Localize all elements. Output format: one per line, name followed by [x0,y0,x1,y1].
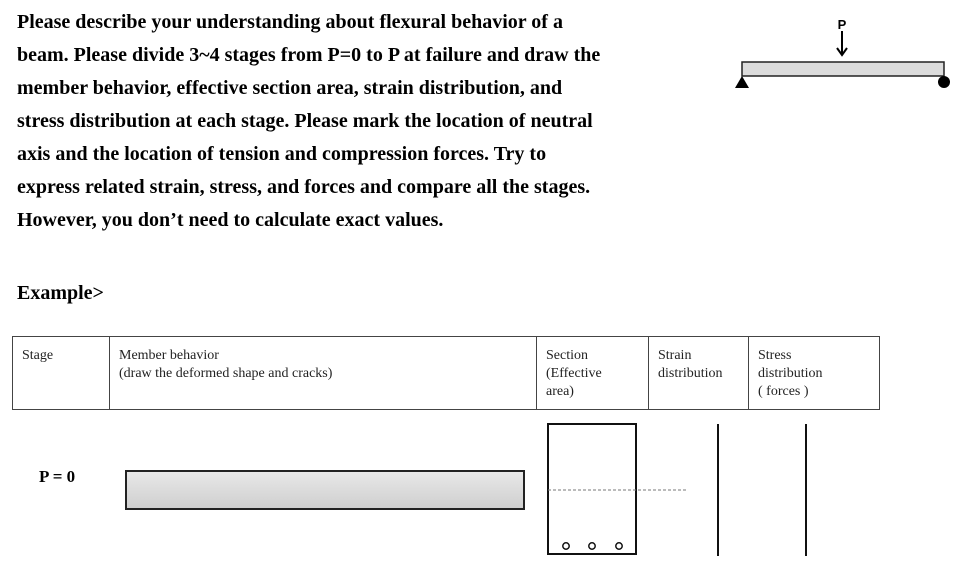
diagram-beam [742,62,944,76]
example-label: Example> [17,282,104,304]
header-text: (Effective [546,366,602,381]
header-text: (draw the deformed shape and cracks) [119,366,333,381]
member-beam [125,470,525,510]
header-text: Section [546,348,588,363]
question-line: member behavior, effective section area, strain distribution, and [17,77,563,99]
pin-support [735,76,749,88]
header-text: Member behavior [119,348,219,363]
header-text: area) [546,384,574,399]
header-text: distribution [758,366,823,381]
question-line: Please describe your understanding about flexural behavior of a [17,11,563,33]
header-section [536,337,648,409]
header-text: ( forces ) [758,384,809,399]
rebar [616,543,622,549]
header-strain [648,337,748,409]
roller-support [938,76,950,88]
header-stress [748,337,881,409]
header-text: distribution [658,366,723,381]
rebar [589,543,595,549]
header-stage [13,337,109,409]
header-text: Strain [658,348,692,363]
header-member-behavior [109,337,536,409]
section-rect [548,424,636,554]
question-line: beam. Please divide 3~4 stages from P=0 to P at failure and draw the [17,44,601,66]
question-line: stress distribution at each stage. Please mark the location of neutral [17,110,593,132]
table-header [12,336,880,410]
header-text: Stress [758,348,792,363]
load-label: P [837,17,847,32]
rebar [563,543,569,549]
question-line: express related strain, stress, and forces and compare all the stages. [17,176,591,198]
stage-label: P = 0 [39,467,76,486]
question-line: axis and the location of tension and compression forces. Try to [17,143,547,165]
question-line: However, you don’t need to calculate exact values. [17,209,444,231]
header-text: Stage [22,348,54,363]
